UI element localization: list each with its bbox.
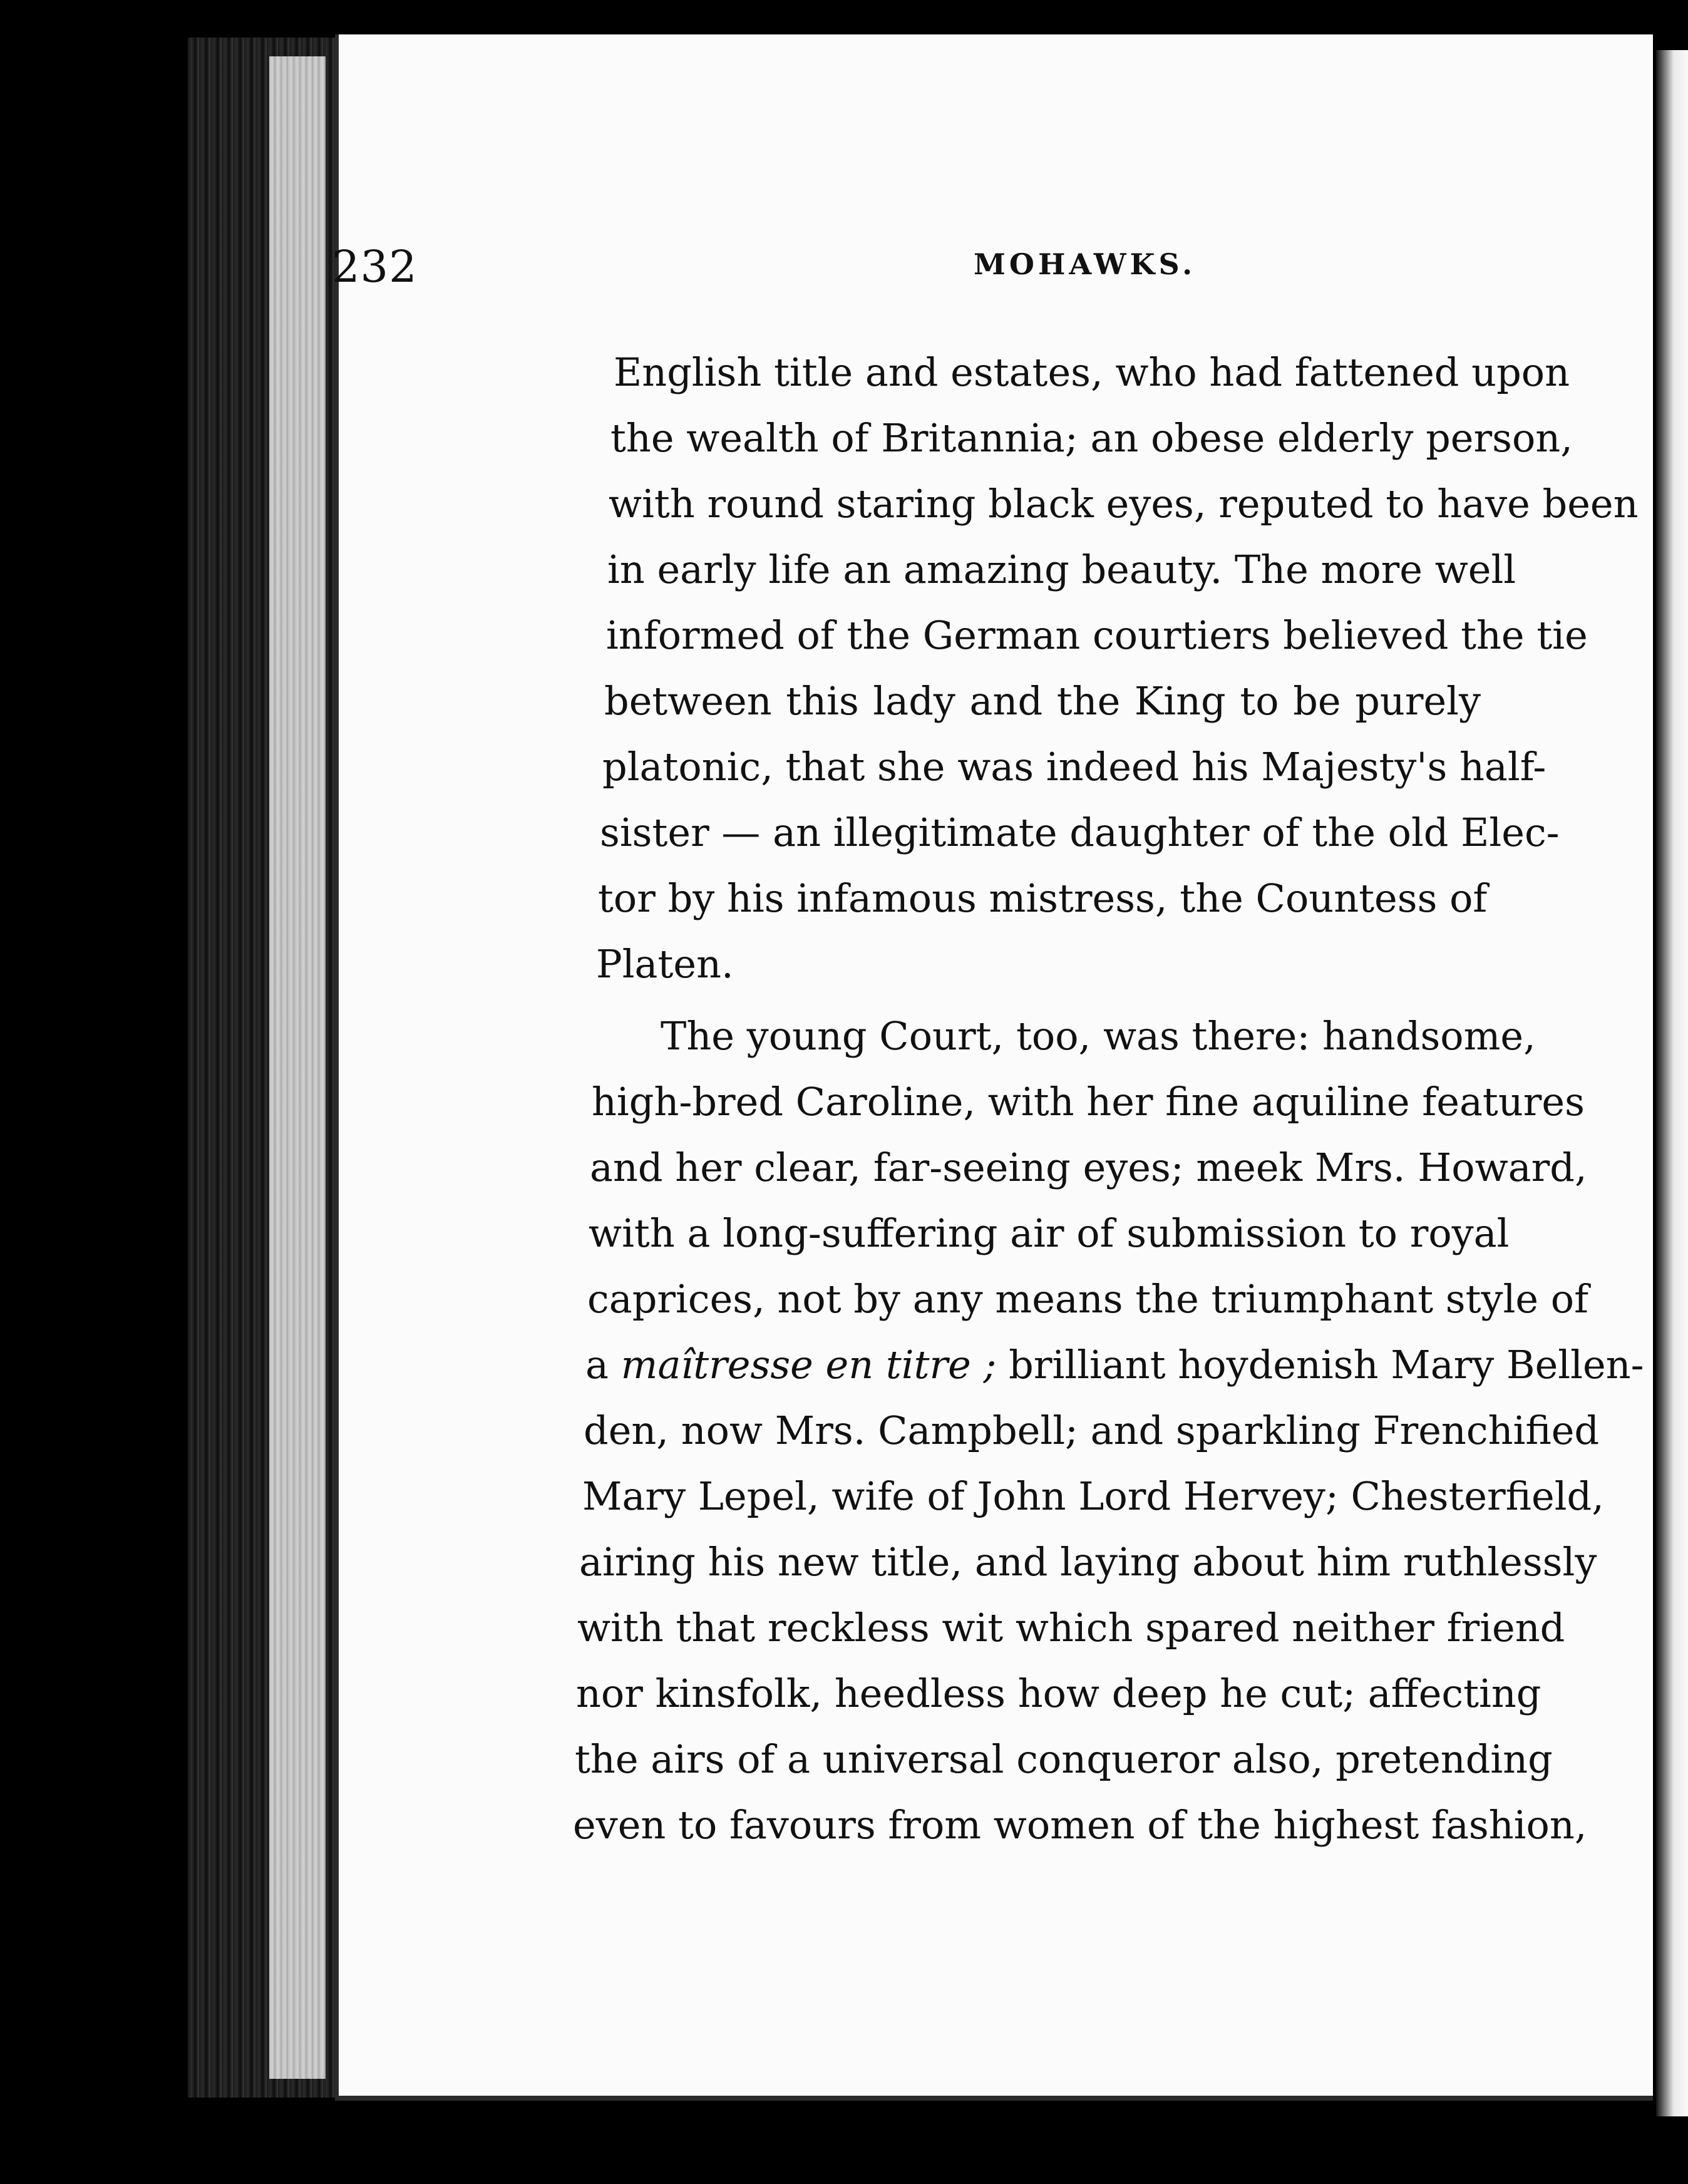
text-line: Mary Lepel, wife of John Lord Hervey; Chesterfield, [582, 1473, 1604, 1519]
text-line: informed of the German courtiers believed the tie [606, 612, 1588, 658]
text-line: tor by his infamous mistress, the Countess of [598, 875, 1488, 921]
text-line: and her clear, far-seeing eyes; meek Mrs. Howard, [590, 1145, 1587, 1190]
text-line: Platen. [596, 941, 734, 987]
text-line: airing his new title, and laying about him ruthlessly [579, 1539, 1597, 1585]
text-line [585, 1340, 1644, 1390]
text-line: with round staring black eyes, reputed to have been [609, 481, 1639, 527]
text-fragment: brilliant hoydenish Mary Bellen- [1009, 1342, 1644, 1388]
text-line: caprices, not by any means the triumphant style of [587, 1276, 1589, 1322]
text-line: the wealth of Britannia; an obese elderly person, [610, 415, 1573, 461]
book-page [335, 34, 1653, 2101]
text-line: the airs of a universal conqueror also, pretending [575, 1736, 1553, 1782]
text-line: sister — an illegitimate daughter of the old Elec- [600, 810, 1560, 855]
page-number: 232 [332, 241, 418, 292]
text-line: even to favours from women of the highest fashion, [573, 1802, 1587, 1848]
text-line: between this lady and the King to be purely [604, 678, 1481, 724]
text-line: platonic, that she was indeed his Majesty's half- [602, 744, 1546, 790]
text-line: den, now Mrs. Campbell; and sparkling Frenchified [584, 1408, 1600, 1453]
book-right-edge [1656, 50, 1688, 2116]
italic-phrase: maîtresse en titre ; [620, 1342, 997, 1388]
text-line: high-bred Caroline, with her fine aquiline features [592, 1079, 1585, 1125]
book-page-edges-light [269, 56, 326, 2079]
text-line: The young Court, too, was there: handsome, [661, 1013, 1536, 1059]
text-line: with a long-suffering air of submission to royal [589, 1210, 1510, 1256]
running-head: MOHAWKS. [974, 247, 1197, 281]
text-fragment: a [585, 1342, 621, 1388]
text-line: in early life an amazing beauty. The more well [607, 547, 1516, 592]
text-line: English title and estates, who had fattened upon [614, 349, 1570, 395]
text-line: nor kinsfolk, heedless how deep he cut; affecting [576, 1671, 1541, 1716]
text-line: with that reckless wit which spared neither friend [577, 1605, 1565, 1651]
